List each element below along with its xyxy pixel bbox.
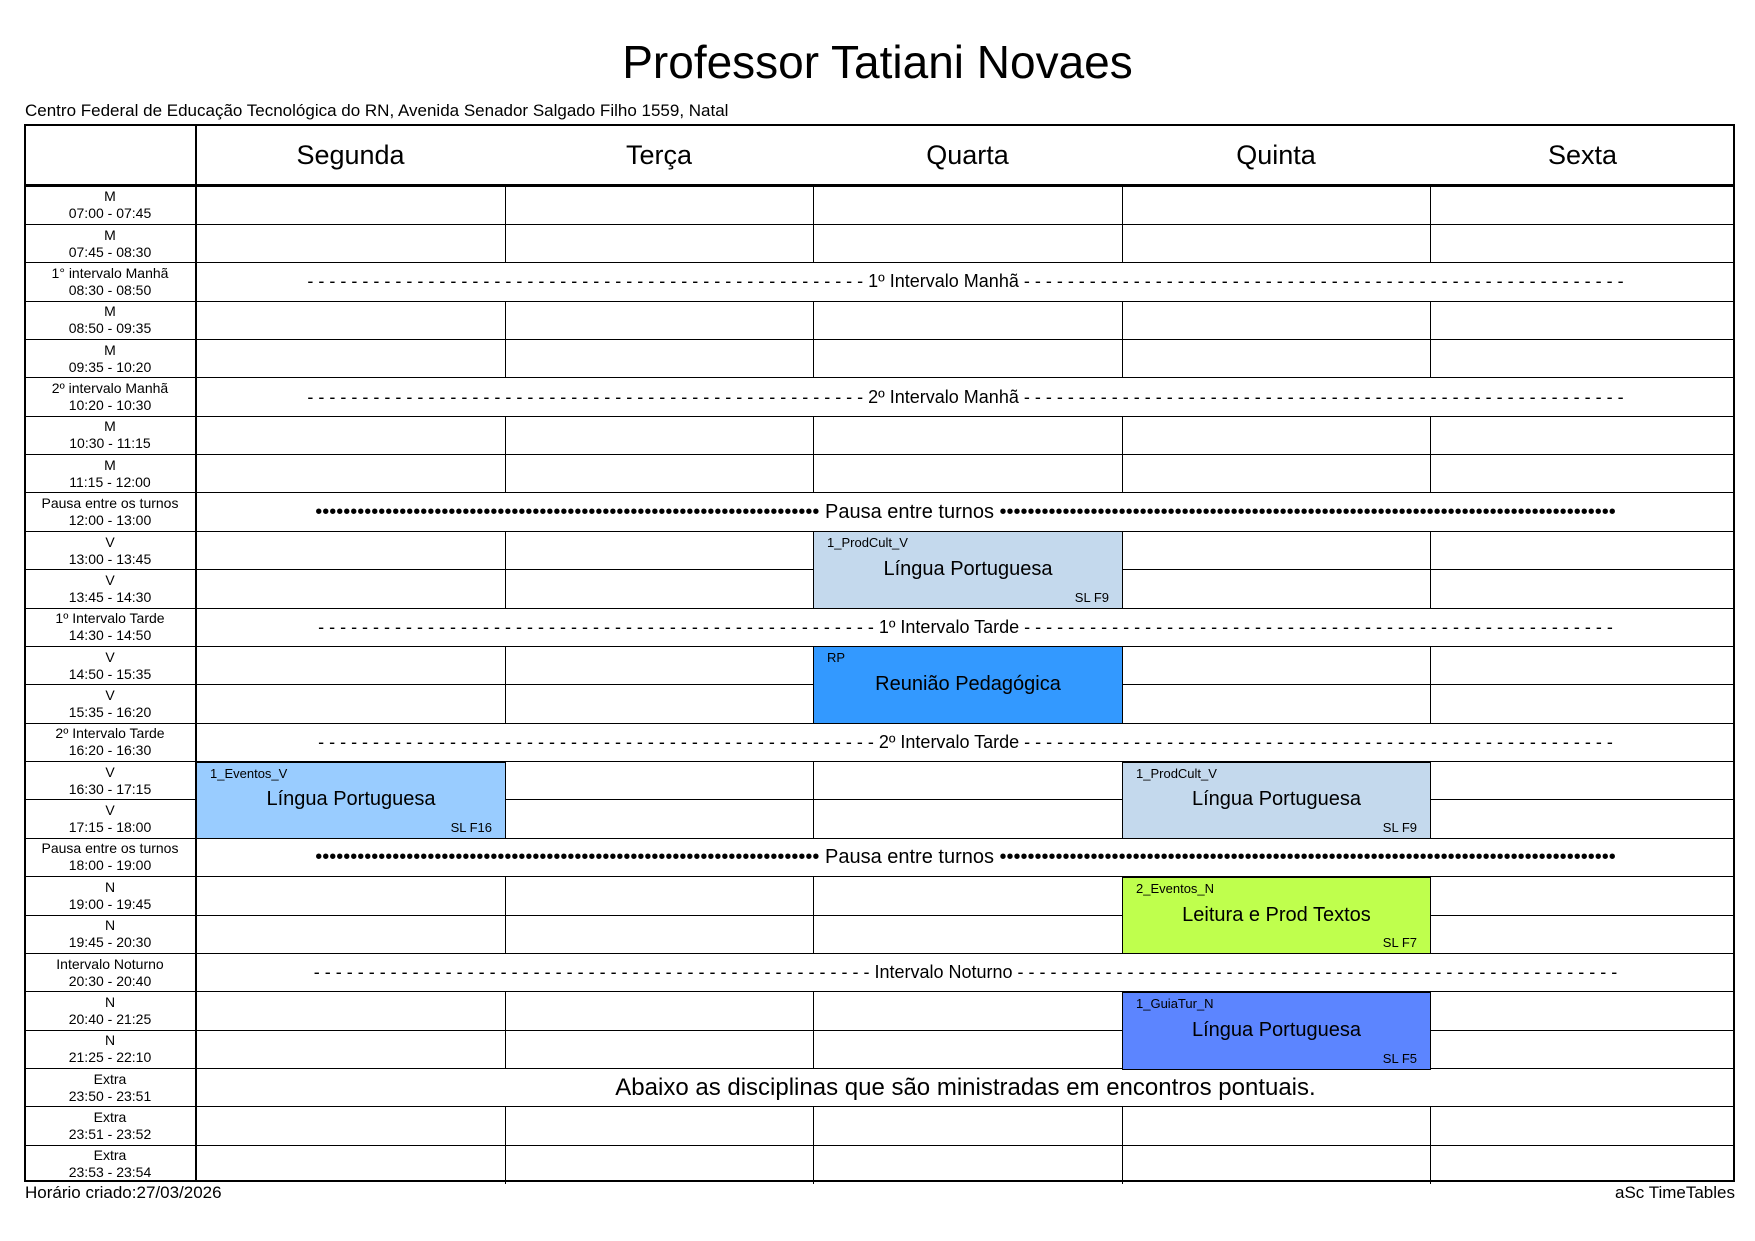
period-name: Pausa entre os turnos xyxy=(41,840,179,857)
period-name: M xyxy=(104,456,116,473)
lesson-room: SL F9 xyxy=(1074,590,1109,606)
break-band: - - - - - - - - - - - - - - - - - - - - - - - - - - - - - - - - - - - - - - - - - - - - - - - - - - - 2º Intervalo Tarde - - - - - - - - - - - - - - - - - - - - - - - - - - - - - - - - - - - - - - - - - - - - - - - - - - - - - - xyxy=(318,731,1613,752)
day-header-4: Sexta xyxy=(1547,139,1618,170)
period-time: 14:30 - 14:50 xyxy=(68,627,152,644)
period-time: 21:25 - 22:10 xyxy=(68,1049,152,1066)
period-name: N xyxy=(104,993,116,1010)
period-time: 07:45 - 08:30 xyxy=(68,243,152,260)
period-name: M xyxy=(104,303,116,320)
period-name: Extra xyxy=(93,1147,127,1164)
period-name: 1º Intervalo Tarde xyxy=(55,610,165,627)
break-band: - - - - - - - - - - - - - - - - - - - - - - - - - - - - - - - - - - - - - - - - - - - - - - - - - - - 2º Intervalo Manhã - - - - - - - - - - - - - - - - - - - - - - - - - - - - - - - - - - - - - - - - - - - - - - - - - - - - - - - xyxy=(307,386,1624,407)
period-time: 12:00 - 13:00 xyxy=(68,512,152,529)
period-time: 10:20 - 10:30 xyxy=(68,397,152,414)
brand-label: aSc TimeTables xyxy=(1615,1183,1735,1202)
period-time: 20:40 - 21:25 xyxy=(68,1010,152,1027)
lesson-room: SL F9 xyxy=(1382,820,1417,836)
created-date: Horário criado:27/03/2026 xyxy=(25,1183,222,1202)
period-name: V xyxy=(105,763,115,780)
period-time: 23:53 - 23:54 xyxy=(68,1164,152,1181)
period-time: 18:00 - 19:00 xyxy=(68,857,152,874)
day-header-0: Segunda xyxy=(296,139,405,170)
lesson-group: RP xyxy=(827,650,846,666)
period-name: Extra xyxy=(93,1109,127,1126)
period-name: N xyxy=(104,1032,116,1049)
lesson-group: 1_ProdCult_V xyxy=(1136,765,1217,781)
school-address: Centro Federal de Educação Tecnológica do RN, Avenida Senador Salgado Filho 1559, Natal xyxy=(25,101,729,120)
page-title: Professor Tatiani Novaes xyxy=(622,36,1133,88)
period-name: 2º intervalo Manhã xyxy=(51,380,169,397)
period-time: 07:00 - 07:45 xyxy=(68,205,152,222)
break-band: - - - - - - - - - - - - - - - - - - - - - - - - - - - - - - - - - - - - - - - - - - - - - - - - - - - 1º Intervalo Tarde - - - - - - - - - - - - - - - - - - - - - - - - - - - - - - - - - - - - - - - - - - - - - - - - - - - - - - xyxy=(318,616,1613,637)
lesson-group: 1_GuiaTur_N xyxy=(1136,995,1214,1011)
period-time: 17:15 - 18:00 xyxy=(68,819,152,836)
period-name: Intervalo Noturno xyxy=(56,955,164,972)
period-time: 08:30 - 08:50 xyxy=(68,281,152,298)
lesson-subject: Língua Portuguesa xyxy=(266,788,436,811)
extra-note: Abaixo as disciplinas que são ministradas em encontros pontuais. xyxy=(615,1073,1316,1101)
period-name: V xyxy=(105,648,115,665)
period-name: V xyxy=(105,802,115,819)
period-name: M xyxy=(104,226,116,243)
break-band: •••••••••••••••••••••••••••••••••••••••••••••••••••••••••••••••••••••••• Pausa entre turnos •••••••••••••••••••••••••••••••••••••••••••••••••••••••••••••••••••••••••••••••••••••••• xyxy=(315,500,1616,523)
period-name: V xyxy=(105,686,115,703)
break-band: - - - - - - - - - - - - - - - - - - - - - - - - - - - - - - - - - - - - - - - - - - - - - - - - - - - 1º Intervalo Manhã - - - - - - - - - - - - - - - - - - - - - - - - - - - - - - - - - - - - - - - - - - - - - - - - - - - - - - - xyxy=(307,271,1624,292)
lesson-room: SL F7 xyxy=(1382,935,1417,951)
lesson-group: 2_Eventos_N xyxy=(1136,880,1215,896)
period-name: M xyxy=(104,341,116,358)
period-time: 10:30 - 11:15 xyxy=(69,435,151,452)
period-time: 20:30 - 20:40 xyxy=(68,972,152,989)
lesson-group: 1_Eventos_V xyxy=(210,765,288,781)
period-name: 2º Intervalo Tarde xyxy=(55,725,165,742)
period-name: 1° intervalo Manhã xyxy=(51,264,169,281)
period-time: 16:30 - 17:15 xyxy=(68,780,152,797)
lesson-subject: Reunião Pedagógica xyxy=(875,673,1061,696)
break-band: - - - - - - - - - - - - - - - - - - - - - - - - - - - - - - - - - - - - - - - - - - - - - - - - - - - Intervalo Noturno - - - - - - - - - - - - - - - - - - - - - - - - - - - - - - - - - - - - - - - - - - - - - - - - - - - - - - - xyxy=(313,962,1618,983)
period-time: 23:51 - 23:52 xyxy=(68,1126,152,1143)
lesson-subject: Leitura e Prod Textos xyxy=(1182,903,1371,926)
period-time: 08:50 - 09:35 xyxy=(68,320,152,337)
period-time: 13:00 - 13:45 xyxy=(68,550,152,567)
lesson-subject: Língua Portuguesa xyxy=(883,558,1053,581)
break-band: •••••••••••••••••••••••••••••••••••••••••••••••••••••••••••••••••••••••• Pausa entre turnos •••••••••••••••••••••••••••••••••••••••••••••••••••••••••••••••••••••••••••••••••••••••• xyxy=(315,845,1616,868)
period-name: V xyxy=(105,571,115,588)
period-name: M xyxy=(104,418,116,435)
period-time: 16:20 - 16:30 xyxy=(68,742,152,759)
period-time: 11:15 - 12:00 xyxy=(69,473,151,490)
lesson-room: SL F5 xyxy=(1382,1050,1417,1066)
period-time: 23:50 - 23:51 xyxy=(68,1087,152,1104)
period-name: Pausa entre os turnos xyxy=(41,495,179,512)
lesson-group: 1_ProdCult_V xyxy=(827,535,908,551)
period-time: 19:00 - 19:45 xyxy=(68,895,152,912)
lesson-subject: Língua Portuguesa xyxy=(1191,788,1362,811)
day-header-3: Quinta xyxy=(1236,139,1316,170)
period-time: 13:45 - 14:30 xyxy=(68,588,152,605)
period-time: 15:35 - 16:20 xyxy=(68,703,152,720)
period-name: N xyxy=(104,878,116,895)
period-time: 14:50 - 15:35 xyxy=(68,665,152,682)
lesson-room: SL F16 xyxy=(450,820,492,836)
day-header-2: Quarta xyxy=(926,139,1009,170)
day-header-1: Terça xyxy=(625,139,693,170)
period-name: V xyxy=(105,533,115,550)
period-name: M xyxy=(104,188,116,205)
lesson-subject: Língua Portuguesa xyxy=(1191,1018,1362,1041)
period-name: Extra xyxy=(93,1070,127,1087)
period-time: 19:45 - 20:30 xyxy=(68,934,152,951)
timetable-frame xyxy=(24,124,1735,1182)
period-name: N xyxy=(104,917,116,934)
period-time: 09:35 - 10:20 xyxy=(68,358,152,375)
